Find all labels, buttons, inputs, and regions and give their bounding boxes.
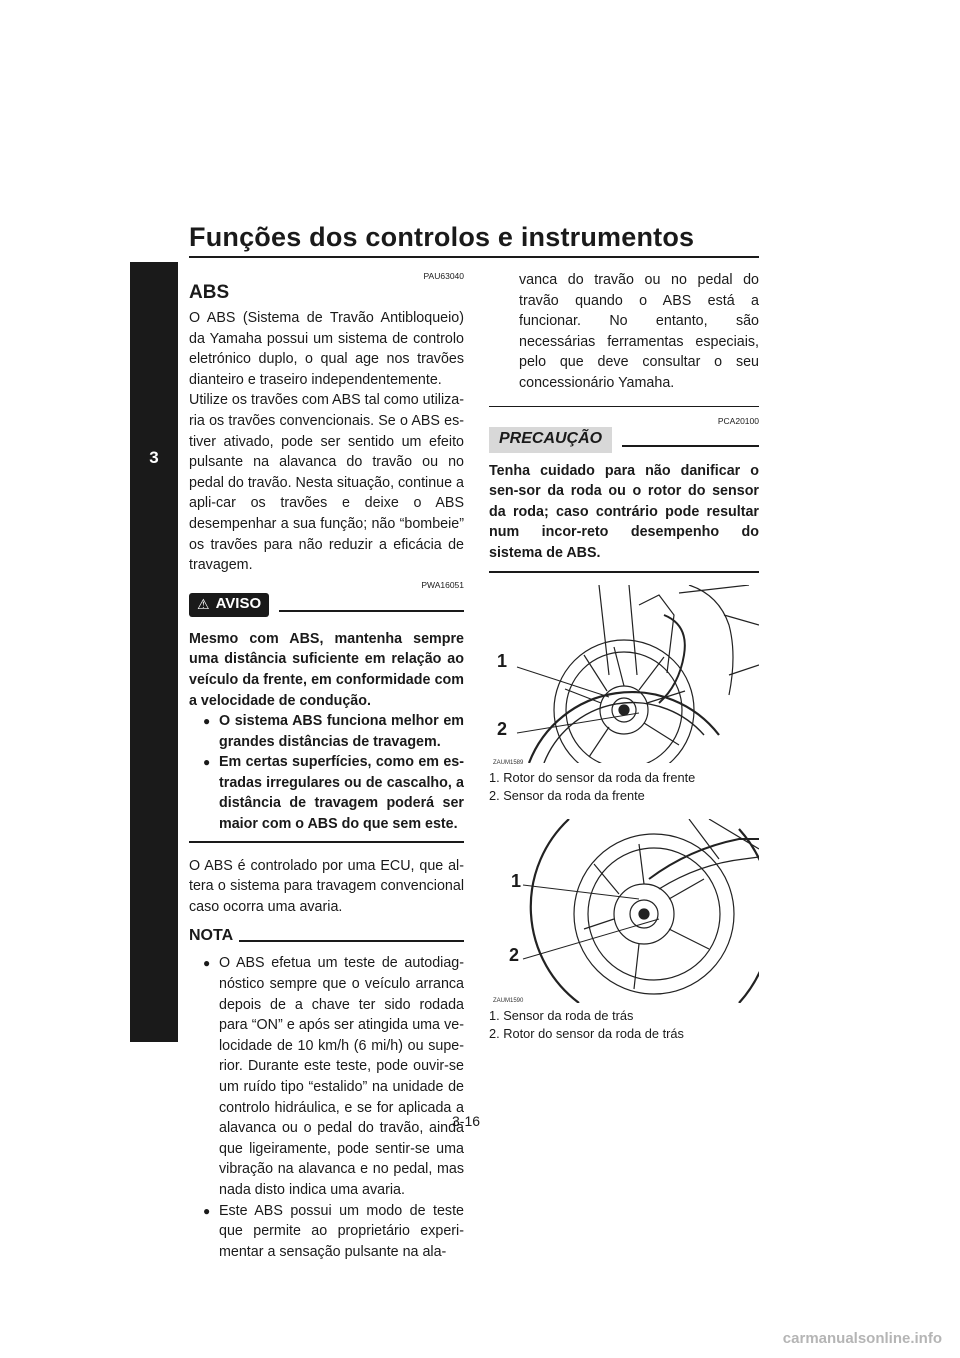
front-wheel-illustration bbox=[489, 585, 759, 763]
callout-number: 1 bbox=[511, 870, 522, 891]
caption-line: 1. Sensor da roda de trás bbox=[489, 1007, 634, 1023]
caution-end-rule bbox=[489, 571, 759, 573]
left-column bbox=[189, 270, 464, 1262]
front-wheel-figure bbox=[489, 585, 759, 766]
list-item: ● Em certas superfícies, como em es-tradas irregulares ou de cascalho, a distância de travagem poderá ser maior com o ABS do que sem este. bbox=[203, 752, 464, 834]
caution-text: Tenha cuidado para não danificar o sen-sor da roda ou o rotor do sensor da roda; caso contrário pode resultar num incor-reto desempenho do sistema de ABS. bbox=[489, 462, 759, 561]
section-code: PAU63040 bbox=[423, 271, 464, 281]
watermark: carmanualsonline.info bbox=[782, 1330, 942, 1347]
warning-end-rule bbox=[189, 841, 464, 843]
right-column bbox=[489, 270, 759, 1043]
header-rule bbox=[239, 940, 464, 942]
paragraph: O ABS (Sistema de Travão Antibloqueio) da Yamaha possui um sistema de controlo eletrónico duplo, o qual age nos travões dianteiro e traseiro independentemente. bbox=[189, 310, 464, 388]
warning-label: AVISO bbox=[215, 595, 262, 613]
figure-caption bbox=[489, 769, 759, 805]
nota-list bbox=[189, 953, 464, 1262]
warning-list bbox=[189, 711, 464, 835]
rear-wheel-illustration bbox=[489, 819, 759, 1003]
figure-code: ZAUM1590 bbox=[493, 997, 524, 1004]
header-rule bbox=[622, 445, 759, 447]
rear-wheel-figure bbox=[489, 819, 759, 1003]
header-rule bbox=[279, 610, 464, 612]
figure-caption bbox=[489, 1007, 759, 1043]
nota-end-rule bbox=[489, 406, 759, 407]
warning-body bbox=[189, 629, 464, 835]
section-heading: ABS bbox=[189, 282, 230, 303]
callout-number: 2 bbox=[509, 944, 520, 965]
warning-triangle-icon: ⚠ bbox=[197, 596, 210, 613]
list-item: ● O sistema ABS funciona melhor em grandes distâncias de travagem. bbox=[203, 711, 464, 752]
page-number: 3-16 bbox=[452, 1113, 481, 1129]
caution-code: PCA20100 bbox=[717, 415, 759, 426]
caution-header bbox=[489, 427, 759, 453]
warning-header bbox=[189, 593, 464, 617]
paragraph: O ABS é controlado por uma ECU, que al-tera o sistema para travagem convencional caso ocorra uma avaria. bbox=[189, 857, 464, 915]
nota-continuation: vanca do travão ou no pedal do travão quando o ABS está a funcionar. No entanto, são necessárias ferramentas especiais, pelo que deve consultar o seu concessionário Yamaha. bbox=[519, 272, 759, 391]
warning-badge bbox=[189, 593, 269, 617]
list-item: ● O ABS efetua um teste de autodiag-nóstico sempre que o veículo arranca depois de a chave ter sido rodada para “ON” e após ser atingida uma ve-locidade de 10 km/h (6 mi/h) ou supe-rior. Durante este teste, pode ouvir-se um ruído tipo “estalido” na unidade de controlo hidráulica, e se for aplicada a alavanca ou o pedal do travão, ainda que ligeiramente, pode sentir-se uma vibração na alavanca e no pedal, mas nada disto indica uma avaria. bbox=[203, 953, 464, 1200]
nota-label: NOTA bbox=[189, 927, 234, 945]
caption-line: 2. Rotor do sensor da roda de trás bbox=[489, 1025, 684, 1041]
warning-text: Mesmo com ABS, mantenha sempre uma distância suficiente em relação ao veículo da frente, em conformidade com a velocidade de condução. bbox=[189, 630, 464, 709]
caption-line: 2. Sensor da roda da frente bbox=[489, 787, 645, 803]
warning-code: PWA16051 bbox=[421, 579, 464, 590]
nota-header bbox=[189, 925, 464, 947]
caution-badge: PRECAUÇÃO bbox=[489, 427, 612, 453]
list-item: ● Este ABS possui um modo de teste que permite ao proprietário experi-mentar a sensação pulsante na ala- bbox=[203, 1201, 464, 1263]
chapter-tab bbox=[130, 262, 178, 1042]
callout-number: 2 bbox=[497, 718, 508, 739]
title-rule bbox=[189, 256, 759, 258]
figure-code: ZAUM1589 bbox=[493, 759, 524, 766]
paragraph: Utilize os travões com ABS tal como utiliza-ria os travões convencionais. Se o ABS es-tiver ativado, pode ser sentido um efeito pulsante na alavanca do travão ou no pedal do travão. Nesta situação, continue a apli-car os travões e deixe o ABS desempenhar a sua função; não “bombeie” os travões para não reduzir a eficácia de travagem. bbox=[189, 392, 464, 574]
chapter-number: 3 bbox=[149, 448, 159, 467]
caption-line: 1. Rotor do sensor da roda da frente bbox=[489, 769, 696, 785]
page-title: Funções dos controlos e instrumentos bbox=[189, 222, 695, 252]
callout-number: 1 bbox=[497, 650, 508, 671]
